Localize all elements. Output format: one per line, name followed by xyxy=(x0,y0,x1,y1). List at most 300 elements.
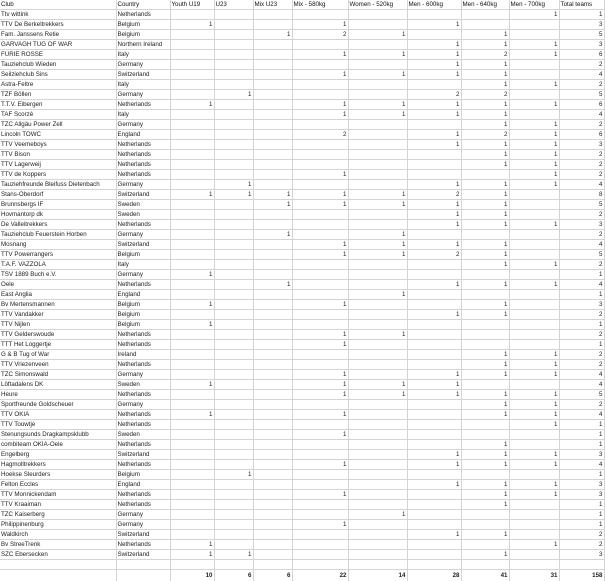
count-cell[interactable]: 1 xyxy=(509,390,559,400)
club-cell[interactable]: TTV De Berkeltrekkers xyxy=(0,20,116,30)
count-cell[interactable] xyxy=(509,510,559,520)
count-cell[interactable] xyxy=(292,270,348,280)
club-cell[interactable]: Engelberg xyxy=(0,450,116,460)
count-cell[interactable] xyxy=(253,10,292,20)
count-cell[interactable]: 1 xyxy=(214,470,253,480)
club-cell[interactable]: Astra-Feltre xyxy=(0,80,116,90)
count-cell[interactable] xyxy=(253,320,292,330)
count-cell[interactable] xyxy=(348,340,407,350)
count-cell[interactable] xyxy=(348,450,407,460)
count-cell[interactable] xyxy=(292,360,348,370)
country-cell[interactable]: Sweden xyxy=(116,200,170,210)
country-cell[interactable]: Belgium xyxy=(116,250,170,260)
count-cell[interactable] xyxy=(509,340,559,350)
count-cell[interactable] xyxy=(253,170,292,180)
count-cell[interactable] xyxy=(348,160,407,170)
count-cell[interactable] xyxy=(292,260,348,270)
count-cell[interactable]: 1 xyxy=(509,540,559,550)
count-cell[interactable] xyxy=(170,420,214,430)
count-cell[interactable] xyxy=(509,300,559,310)
count-cell[interactable] xyxy=(509,290,559,300)
count-cell[interactable] xyxy=(348,170,407,180)
count-cell[interactable]: 1 xyxy=(407,480,461,490)
count-cell[interactable] xyxy=(292,510,348,520)
count-cell[interactable]: 1 xyxy=(461,240,509,250)
count-cell[interactable] xyxy=(348,530,407,540)
count-cell[interactable] xyxy=(509,200,559,210)
club-cell[interactable]: TTV Kraaiman xyxy=(0,500,116,510)
count-cell[interactable] xyxy=(253,250,292,260)
count-cell[interactable] xyxy=(214,140,253,150)
club-cell[interactable]: Tauziehfreunde Bleifuss Dietenbach xyxy=(0,180,116,190)
count-cell[interactable] xyxy=(170,180,214,190)
club-cell[interactable]: TAF Scorzè xyxy=(0,110,116,120)
count-cell[interactable]: 2 xyxy=(559,210,604,220)
count-cell[interactable] xyxy=(348,20,407,30)
count-cell[interactable] xyxy=(348,270,407,280)
count-cell[interactable] xyxy=(170,130,214,140)
count-cell[interactable] xyxy=(407,290,461,300)
count-cell[interactable] xyxy=(214,100,253,110)
count-cell[interactable] xyxy=(253,290,292,300)
count-cell[interactable] xyxy=(292,400,348,410)
country-cell[interactable]: Italy xyxy=(116,50,170,60)
count-cell[interactable]: 1 xyxy=(461,410,509,420)
count-cell[interactable] xyxy=(348,440,407,450)
count-cell[interactable] xyxy=(407,30,461,40)
count-cell[interactable] xyxy=(292,290,348,300)
count-cell[interactable]: 1 xyxy=(461,260,509,270)
count-cell[interactable] xyxy=(214,450,253,460)
count-cell[interactable] xyxy=(509,330,559,340)
count-cell[interactable] xyxy=(170,400,214,410)
total-cell[interactable]: 6 xyxy=(253,570,292,581)
count-cell[interactable]: 1 xyxy=(461,310,509,320)
count-cell[interactable]: 1 xyxy=(407,70,461,80)
count-cell[interactable]: 1 xyxy=(170,410,214,420)
total-cell[interactable]: 6 xyxy=(214,570,253,581)
count-cell[interactable] xyxy=(348,490,407,500)
total-cell[interactable]: 158 xyxy=(559,570,604,581)
count-cell[interactable] xyxy=(253,100,292,110)
count-cell[interactable] xyxy=(170,90,214,100)
country-cell[interactable]: Italy xyxy=(116,110,170,120)
count-cell[interactable]: 1 xyxy=(509,180,559,190)
count-cell[interactable] xyxy=(253,40,292,50)
count-cell[interactable]: 1 xyxy=(461,360,509,370)
count-cell[interactable]: 1 xyxy=(461,350,509,360)
count-cell[interactable] xyxy=(292,310,348,320)
count-cell[interactable] xyxy=(214,380,253,390)
count-cell[interactable] xyxy=(461,470,509,480)
count-cell[interactable]: 1 xyxy=(407,310,461,320)
count-cell[interactable]: 3 xyxy=(559,450,604,460)
count-cell[interactable] xyxy=(214,250,253,260)
count-cell[interactable] xyxy=(292,90,348,100)
count-cell[interactable]: 1 xyxy=(509,350,559,360)
count-cell[interactable] xyxy=(253,240,292,250)
count-cell[interactable] xyxy=(348,120,407,130)
country-cell[interactable]: Netherlands xyxy=(116,500,170,510)
club-cell[interactable]: GARVAGH TUG OF WAR xyxy=(0,40,116,50)
count-cell[interactable] xyxy=(509,500,559,510)
count-cell[interactable]: 1 xyxy=(292,520,348,530)
count-cell[interactable] xyxy=(407,340,461,350)
count-cell[interactable] xyxy=(214,60,253,70)
count-cell[interactable]: 3 xyxy=(559,490,604,500)
count-cell[interactable]: 1 xyxy=(509,120,559,130)
club-cell[interactable]: T.A.F. VAZZOLA xyxy=(0,260,116,270)
club-cell[interactable]: Hoekse Sleurders xyxy=(0,470,116,480)
country-cell[interactable]: Netherlands xyxy=(116,330,170,340)
count-cell[interactable] xyxy=(253,210,292,220)
count-cell[interactable]: 1 xyxy=(461,150,509,160)
count-cell[interactable]: 1 xyxy=(292,410,348,420)
count-cell[interactable] xyxy=(253,260,292,270)
count-cell[interactable] xyxy=(509,440,559,450)
country-cell[interactable]: Netherlands xyxy=(116,360,170,370)
count-cell[interactable] xyxy=(348,400,407,410)
count-cell[interactable] xyxy=(461,330,509,340)
count-cell[interactable]: 1 xyxy=(461,550,509,560)
count-cell[interactable] xyxy=(509,430,559,440)
count-cell[interactable]: 1 xyxy=(559,430,604,440)
count-cell[interactable] xyxy=(170,510,214,520)
count-cell[interactable] xyxy=(348,520,407,530)
club-cell[interactable]: TTV Nijlen xyxy=(0,320,116,330)
count-cell[interactable] xyxy=(509,60,559,70)
club-cell[interactable]: Bv Mertensmannen xyxy=(0,300,116,310)
count-cell[interactable]: 1 xyxy=(509,170,559,180)
count-cell[interactable]: 1 xyxy=(348,110,407,120)
count-cell[interactable] xyxy=(170,440,214,450)
club-cell[interactable]: TTV Bison xyxy=(0,150,116,160)
count-cell[interactable] xyxy=(407,160,461,170)
count-cell[interactable] xyxy=(170,470,214,480)
count-cell[interactable] xyxy=(509,70,559,80)
country-cell[interactable]: Switzerland xyxy=(116,240,170,250)
count-cell[interactable] xyxy=(461,420,509,430)
count-cell[interactable]: 1 xyxy=(559,270,604,280)
count-cell[interactable]: 2 xyxy=(461,130,509,140)
count-cell[interactable] xyxy=(292,350,348,360)
count-cell[interactable] xyxy=(214,310,253,320)
count-cell[interactable] xyxy=(253,60,292,70)
count-cell[interactable] xyxy=(170,160,214,170)
total-cell[interactable] xyxy=(116,570,170,581)
count-cell[interactable] xyxy=(407,410,461,420)
count-cell[interactable]: 1 xyxy=(461,160,509,170)
count-cell[interactable]: 2 xyxy=(407,90,461,100)
total-cell[interactable]: 31 xyxy=(509,570,559,581)
count-cell[interactable] xyxy=(170,310,214,320)
count-cell[interactable] xyxy=(214,70,253,80)
count-cell[interactable]: 1 xyxy=(461,370,509,380)
count-cell[interactable] xyxy=(214,440,253,450)
count-cell[interactable] xyxy=(461,290,509,300)
count-cell[interactable]: 1 xyxy=(509,220,559,230)
country-cell[interactable]: Netherlands xyxy=(116,280,170,290)
country-cell[interactable]: Germany xyxy=(116,510,170,520)
count-cell[interactable] xyxy=(461,20,509,30)
count-cell[interactable] xyxy=(214,490,253,500)
count-cell[interactable] xyxy=(170,520,214,530)
count-cell[interactable]: 1 xyxy=(509,420,559,430)
count-cell[interactable]: 1 xyxy=(407,280,461,290)
count-cell[interactable]: 4 xyxy=(559,410,604,420)
count-cell[interactable] xyxy=(170,200,214,210)
count-cell[interactable] xyxy=(214,160,253,170)
count-cell[interactable]: 1 xyxy=(292,490,348,500)
count-cell[interactable] xyxy=(292,320,348,330)
count-cell[interactable]: 1 xyxy=(461,300,509,310)
count-cell[interactable] xyxy=(292,140,348,150)
count-cell[interactable]: 1 xyxy=(407,100,461,110)
count-cell[interactable] xyxy=(214,360,253,370)
country-cell[interactable]: Germany xyxy=(116,520,170,530)
total-cell[interactable]: 22 xyxy=(292,570,348,581)
count-cell[interactable] xyxy=(292,540,348,550)
count-cell[interactable] xyxy=(253,340,292,350)
count-cell[interactable] xyxy=(214,430,253,440)
count-cell[interactable]: 1 xyxy=(559,500,604,510)
count-cell[interactable]: 1 xyxy=(559,510,604,520)
count-cell[interactable]: 1 xyxy=(253,190,292,200)
count-cell[interactable] xyxy=(348,260,407,270)
count-cell[interactable]: 4 xyxy=(559,240,604,250)
count-cell[interactable]: 2 xyxy=(559,310,604,320)
count-cell[interactable]: 1 xyxy=(170,300,214,310)
count-cell[interactable] xyxy=(292,180,348,190)
club-cell[interactable]: Ttv wittink xyxy=(0,10,116,20)
count-cell[interactable] xyxy=(407,470,461,480)
count-cell[interactable] xyxy=(214,50,253,60)
empty-cell[interactable] xyxy=(292,560,348,570)
count-cell[interactable]: 1 xyxy=(292,170,348,180)
count-cell[interactable] xyxy=(509,550,559,560)
count-cell[interactable] xyxy=(407,490,461,500)
club-cell[interactable]: TSV 1889 Buch e.V. xyxy=(0,270,116,280)
count-cell[interactable] xyxy=(407,360,461,370)
count-cell[interactable] xyxy=(214,200,253,210)
club-cell[interactable]: Stenungsunds Dragkampsklubb xyxy=(0,430,116,440)
empty-cell[interactable] xyxy=(509,560,559,570)
count-cell[interactable] xyxy=(253,110,292,120)
count-cell[interactable] xyxy=(170,430,214,440)
count-cell[interactable]: 1 xyxy=(407,60,461,70)
country-cell[interactable]: Germany xyxy=(116,400,170,410)
count-cell[interactable]: 1 xyxy=(170,270,214,280)
count-cell[interactable]: 2 xyxy=(559,170,604,180)
club-cell[interactable]: combiteam OKIA-Oele xyxy=(0,440,116,450)
club-cell[interactable]: TTV Vriezenveen xyxy=(0,360,116,370)
count-cell[interactable] xyxy=(509,240,559,250)
club-cell[interactable]: T.T.V. Eibergen xyxy=(0,100,116,110)
count-cell[interactable] xyxy=(170,150,214,160)
count-cell[interactable] xyxy=(348,140,407,150)
count-cell[interactable] xyxy=(214,320,253,330)
count-cell[interactable] xyxy=(253,450,292,460)
count-cell[interactable] xyxy=(214,20,253,30)
country-cell[interactable]: Netherlands xyxy=(116,420,170,430)
count-cell[interactable] xyxy=(170,290,214,300)
count-cell[interactable]: 1 xyxy=(407,370,461,380)
count-cell[interactable] xyxy=(348,500,407,510)
count-cell[interactable]: 1 xyxy=(461,220,509,230)
count-cell[interactable] xyxy=(292,470,348,480)
count-cell[interactable]: 5 xyxy=(559,90,604,100)
empty-cell[interactable] xyxy=(170,560,214,570)
count-cell[interactable]: 1 xyxy=(348,510,407,520)
club-cell[interactable]: Hovmantorp dk xyxy=(0,210,116,220)
club-cell[interactable]: Tauziehclub Wieden xyxy=(0,60,116,70)
count-cell[interactable] xyxy=(348,60,407,70)
count-cell[interactable]: 1 xyxy=(170,540,214,550)
count-cell[interactable]: 2 xyxy=(559,540,604,550)
count-cell[interactable] xyxy=(292,60,348,70)
count-cell[interactable] xyxy=(348,10,407,20)
count-cell[interactable] xyxy=(253,20,292,30)
count-cell[interactable]: 1 xyxy=(170,20,214,30)
club-cell[interactable]: Sportfreunde Goldscheuer xyxy=(0,400,116,410)
count-cell[interactable]: 1 xyxy=(407,380,461,390)
country-cell[interactable]: Germany xyxy=(116,230,170,240)
count-cell[interactable] xyxy=(253,350,292,360)
count-cell[interactable] xyxy=(253,300,292,310)
count-cell[interactable] xyxy=(292,280,348,290)
count-cell[interactable]: 1 xyxy=(292,460,348,470)
count-cell[interactable]: 1 xyxy=(559,440,604,450)
count-cell[interactable] xyxy=(214,340,253,350)
count-cell[interactable] xyxy=(348,80,407,90)
count-cell[interactable] xyxy=(214,290,253,300)
count-cell[interactable]: 1 xyxy=(461,460,509,470)
count-cell[interactable]: 1 xyxy=(170,380,214,390)
total-cell[interactable]: 10 xyxy=(170,570,214,581)
count-cell[interactable]: 1 xyxy=(407,450,461,460)
count-cell[interactable] xyxy=(170,210,214,220)
empty-cell[interactable] xyxy=(461,560,509,570)
club-cell[interactable]: Löftadalens DK xyxy=(0,380,116,390)
count-cell[interactable] xyxy=(170,460,214,470)
count-cell[interactable]: 1 xyxy=(461,400,509,410)
country-cell[interactable]: Northern Ireland xyxy=(116,40,170,50)
count-cell[interactable] xyxy=(407,300,461,310)
count-cell[interactable] xyxy=(509,310,559,320)
count-cell[interactable] xyxy=(170,260,214,270)
total-cell[interactable]: 14 xyxy=(348,570,407,581)
count-cell[interactable]: 1 xyxy=(214,90,253,100)
count-cell[interactable]: 1 xyxy=(407,460,461,470)
count-cell[interactable]: 2 xyxy=(292,30,348,40)
count-cell[interactable]: 1 xyxy=(461,80,509,90)
count-cell[interactable] xyxy=(253,270,292,280)
club-cell[interactable]: Oele xyxy=(0,280,116,290)
count-cell[interactable] xyxy=(292,10,348,20)
count-cell[interactable] xyxy=(253,550,292,560)
count-cell[interactable]: 3 xyxy=(559,220,604,230)
country-cell[interactable]: Switzerland xyxy=(116,70,170,80)
count-cell[interactable] xyxy=(214,540,253,550)
count-cell[interactable] xyxy=(253,460,292,470)
count-cell[interactable]: 1 xyxy=(292,240,348,250)
club-cell[interactable]: Felton Eccles xyxy=(0,480,116,490)
count-cell[interactable] xyxy=(253,150,292,160)
count-cell[interactable]: 1 xyxy=(407,40,461,50)
count-cell[interactable]: 1 xyxy=(348,200,407,210)
count-cell[interactable]: 1 xyxy=(348,390,407,400)
count-cell[interactable]: 1 xyxy=(292,340,348,350)
count-cell[interactable]: 1 xyxy=(509,130,559,140)
count-cell[interactable] xyxy=(253,80,292,90)
count-cell[interactable] xyxy=(509,530,559,540)
total-cell[interactable]: 28 xyxy=(407,570,461,581)
count-cell[interactable] xyxy=(170,250,214,260)
count-cell[interactable]: 4 xyxy=(559,460,604,470)
count-cell[interactable] xyxy=(170,60,214,70)
count-cell[interactable] xyxy=(214,410,253,420)
count-cell[interactable] xyxy=(407,260,461,270)
club-cell[interactable]: TZC Allgäu Power Zell xyxy=(0,120,116,130)
count-cell[interactable]: 2 xyxy=(559,80,604,90)
column-header-youth-u19[interactable]: Youth U19 xyxy=(170,0,214,10)
country-cell[interactable]: Germany xyxy=(116,120,170,130)
count-cell[interactable]: 1 xyxy=(509,140,559,150)
count-cell[interactable]: 1 xyxy=(509,40,559,50)
column-header-mix-u23[interactable]: Mix U23 xyxy=(253,0,292,10)
count-cell[interactable] xyxy=(461,320,509,330)
count-cell[interactable] xyxy=(214,80,253,90)
country-cell[interactable]: Netherlands xyxy=(116,160,170,170)
count-cell[interactable]: 1 xyxy=(292,370,348,380)
count-cell[interactable]: 1 xyxy=(461,40,509,50)
column-header-u23[interactable]: U23 xyxy=(214,0,253,10)
count-cell[interactable] xyxy=(253,330,292,340)
count-cell[interactable] xyxy=(214,210,253,220)
club-cell[interactable]: Stans-Oberdorf xyxy=(0,190,116,200)
count-cell[interactable]: 1 xyxy=(348,290,407,300)
count-cell[interactable] xyxy=(407,510,461,520)
count-cell[interactable] xyxy=(214,520,253,530)
count-cell[interactable]: 1 xyxy=(559,290,604,300)
count-cell[interactable]: 1 xyxy=(559,470,604,480)
count-cell[interactable]: 1 xyxy=(348,230,407,240)
count-cell[interactable] xyxy=(253,540,292,550)
count-cell[interactable] xyxy=(348,420,407,430)
count-cell[interactable]: 1 xyxy=(509,260,559,270)
count-cell[interactable] xyxy=(214,30,253,40)
count-cell[interactable] xyxy=(407,550,461,560)
count-cell[interactable] xyxy=(407,10,461,20)
club-cell[interactable]: TZF Böllen xyxy=(0,90,116,100)
count-cell[interactable] xyxy=(509,380,559,390)
count-cell[interactable] xyxy=(407,430,461,440)
country-cell[interactable]: England xyxy=(116,130,170,140)
count-cell[interactable]: 1 xyxy=(348,100,407,110)
club-cell[interactable]: Fam. Janssens Retie xyxy=(0,30,116,40)
count-cell[interactable] xyxy=(253,90,292,100)
count-cell[interactable]: 1 xyxy=(509,490,559,500)
count-cell[interactable]: 1 xyxy=(461,180,509,190)
count-cell[interactable] xyxy=(407,80,461,90)
country-cell[interactable]: Netherlands xyxy=(116,440,170,450)
count-cell[interactable] xyxy=(214,220,253,230)
count-cell[interactable] xyxy=(214,330,253,340)
count-cell[interactable] xyxy=(170,110,214,120)
count-cell[interactable]: 1 xyxy=(509,360,559,370)
count-cell[interactable]: 4 xyxy=(559,70,604,80)
count-cell[interactable] xyxy=(348,180,407,190)
